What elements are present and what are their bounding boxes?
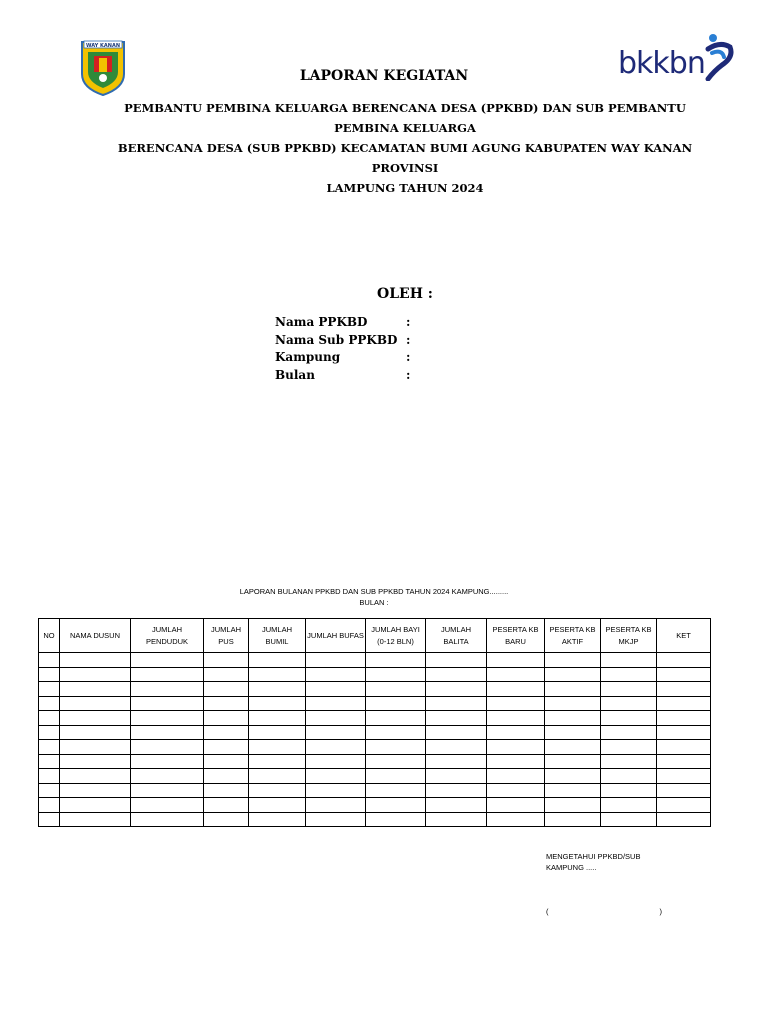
column-header-text: PESERTA KB — [549, 624, 596, 634]
table-cell[interactable] — [366, 667, 426, 682]
table-cell[interactable] — [657, 682, 711, 697]
table-cell[interactable] — [487, 682, 545, 697]
table-cell[interactable] — [39, 696, 60, 711]
column-header-text: BUMIL — [265, 636, 289, 646]
table-cell[interactable] — [487, 740, 545, 755]
column-header — [366, 619, 426, 653]
table-cell[interactable] — [545, 725, 601, 740]
table-cell[interactable] — [306, 769, 366, 784]
table-cell[interactable] — [249, 667, 306, 682]
table-cell[interactable] — [366, 696, 426, 711]
table-cell[interactable] — [487, 798, 545, 813]
table-cell[interactable] — [306, 725, 366, 740]
table-cell[interactable] — [131, 798, 204, 813]
field-label: Nama Sub PPKBD — [275, 332, 398, 347]
table-cell[interactable] — [487, 653, 545, 668]
table-cell[interactable] — [60, 769, 131, 784]
table-cell[interactable] — [60, 667, 131, 682]
table-cell[interactable] — [366, 740, 426, 755]
table-cell[interactable] — [204, 754, 249, 769]
field-kampung — [275, 350, 416, 368]
field-nama-ppkbd — [275, 315, 416, 333]
column-header — [249, 619, 306, 653]
table-cell[interactable] — [601, 812, 657, 827]
field-colon: : — [406, 350, 411, 364]
table-cell[interactable] — [545, 682, 601, 697]
column-header — [657, 619, 711, 653]
column-header — [601, 619, 657, 653]
table-cell[interactable] — [601, 711, 657, 726]
table-cell[interactable] — [60, 783, 131, 798]
table-cell[interactable] — [60, 725, 131, 740]
table-cell[interactable] — [204, 653, 249, 668]
field-label: Nama PPKBD — [275, 315, 368, 329]
table-cell[interactable] — [249, 798, 306, 813]
table-cell[interactable] — [306, 740, 366, 755]
table-cell[interactable] — [131, 725, 204, 740]
table-cell[interactable] — [545, 798, 601, 813]
paren-open: ( — [546, 907, 549, 916]
table-cell[interactable] — [306, 798, 366, 813]
table-cell[interactable] — [487, 696, 545, 711]
signature-block — [546, 851, 686, 873]
column-header-text: JUMLAH BUFAS — [307, 630, 364, 640]
column-header — [426, 619, 487, 653]
table-cell[interactable] — [39, 653, 60, 668]
page-subtitle — [92, 98, 718, 198]
field-colon: : — [406, 332, 411, 347]
table-cell[interactable] — [426, 769, 487, 784]
table-cell[interactable] — [601, 653, 657, 668]
table-cell[interactable] — [601, 696, 657, 711]
table-row — [39, 783, 711, 798]
table-cell[interactable] — [657, 711, 711, 726]
signature-name-placeholder — [546, 907, 662, 916]
table-cell[interactable] — [426, 783, 487, 798]
table-cell[interactable] — [601, 725, 657, 740]
table-row — [39, 812, 711, 827]
table-cell[interactable] — [60, 754, 131, 769]
table-cell[interactable] — [366, 769, 426, 784]
column-header-text: PENDUDUK — [145, 636, 189, 646]
table-cell[interactable] — [657, 667, 711, 682]
column-header-text: BALITA — [443, 636, 469, 646]
report-heading-line: LAPORAN BULANAN PPKBD DAN SUB PPKBD TAHUN 2024 KAMPUNG......... — [239, 587, 509, 596]
column-header — [60, 619, 131, 653]
table-cell[interactable] — [426, 682, 487, 697]
column-header — [131, 619, 204, 653]
table-cell[interactable] — [545, 812, 601, 827]
signature-line: KAMPUNG ..... — [546, 863, 597, 872]
oleh-heading: OLEH : — [377, 286, 433, 302]
table-cell[interactable] — [39, 769, 60, 784]
monthly-report-table — [38, 618, 711, 827]
table-cell[interactable] — [39, 798, 60, 813]
column-header — [39, 619, 60, 653]
table-cell[interactable] — [60, 711, 131, 726]
table-cell[interactable] — [131, 754, 204, 769]
column-header-text: MKJP — [618, 636, 639, 646]
table-cell[interactable] — [131, 682, 204, 697]
table-cell[interactable] — [426, 667, 487, 682]
table-cell[interactable] — [601, 783, 657, 798]
table-cell[interactable] — [39, 667, 60, 682]
column-header-text: NO — [43, 630, 55, 640]
table-cell[interactable] — [306, 711, 366, 726]
table-cell[interactable] — [545, 754, 601, 769]
table-cell[interactable] — [545, 667, 601, 682]
column-header-text: PUS — [218, 636, 234, 646]
table-cell[interactable] — [487, 812, 545, 827]
table-header-row — [39, 619, 711, 653]
table-row — [39, 667, 711, 682]
table-row — [39, 696, 711, 711]
table-cell[interactable] — [39, 725, 60, 740]
table-cell[interactable] — [426, 798, 487, 813]
table-cell[interactable] — [249, 711, 306, 726]
identity-fields — [275, 315, 416, 385]
column-header-text: JUMLAH — [261, 624, 292, 634]
table-cell[interactable] — [366, 812, 426, 827]
paren-close: ) — [659, 907, 662, 916]
table-cell[interactable] — [306, 667, 366, 682]
table-row — [39, 682, 711, 697]
column-header-text: KET — [676, 630, 691, 640]
table-cell[interactable] — [39, 754, 60, 769]
column-header-text: JUMLAH — [440, 624, 471, 634]
table-cell[interactable] — [131, 711, 204, 726]
table-cell[interactable] — [657, 798, 711, 813]
table-cell[interactable] — [657, 696, 711, 711]
table-cell[interactable] — [657, 725, 711, 740]
column-header-text: JUMLAH BAYI — [371, 624, 420, 634]
table-cell[interactable] — [601, 682, 657, 697]
column-header-text: BARU — [505, 636, 526, 646]
table-cell[interactable] — [487, 711, 545, 726]
table-cell[interactable] — [60, 798, 131, 813]
table-cell[interactable] — [306, 812, 366, 827]
table-cell[interactable] — [545, 711, 601, 726]
table-cell[interactable] — [366, 711, 426, 726]
column-header-text: (0-12 BLN) — [377, 636, 414, 646]
table-cell[interactable] — [426, 711, 487, 726]
field-label: Kampung — [275, 350, 341, 364]
table-cell[interactable] — [39, 812, 60, 827]
table-cell[interactable] — [657, 769, 711, 784]
table-cell[interactable] — [545, 696, 601, 711]
table-cell[interactable] — [204, 769, 249, 784]
table-cell[interactable] — [366, 725, 426, 740]
table-cell[interactable] — [366, 754, 426, 769]
table-cell[interactable] — [306, 682, 366, 697]
table-row — [39, 798, 711, 813]
table-cell[interactable] — [426, 740, 487, 755]
signature-line: MENGETAHUI PPKBD/SUB — [546, 852, 641, 861]
bkkbn-logo-text: bkkbn — [618, 46, 705, 81]
table-cell[interactable] — [60, 812, 131, 827]
column-header — [306, 619, 366, 653]
table-cell[interactable] — [657, 740, 711, 755]
table-cell[interactable] — [249, 653, 306, 668]
field-bulan — [275, 368, 416, 386]
table-cell[interactable] — [249, 754, 306, 769]
table-cell[interactable] — [366, 682, 426, 697]
table-cell[interactable] — [366, 783, 426, 798]
table-cell[interactable] — [306, 696, 366, 711]
table-cell[interactable] — [39, 740, 60, 755]
field-colon: : — [406, 315, 411, 329]
table-cell[interactable] — [249, 812, 306, 827]
column-header — [204, 619, 249, 653]
table-cell[interactable] — [131, 812, 204, 827]
table-cell[interactable] — [366, 653, 426, 668]
table-cell[interactable] — [601, 740, 657, 755]
field-label: Bulan — [275, 367, 315, 382]
table-cell[interactable] — [249, 740, 306, 755]
table-cell[interactable] — [249, 783, 306, 798]
subtitle-line: PEMBANTU PEMBINA KELUARGA BERENCANA DESA (PPKBD) DAN SUB PEMBANTU PEMBINA KELUARGA — [124, 101, 686, 135]
emblem-text: WAY KANAN — [85, 43, 121, 49]
table-cell[interactable] — [487, 769, 545, 784]
table-cell[interactable] — [60, 696, 131, 711]
table-cell[interactable] — [204, 812, 249, 827]
column-header-text: NAMA DUSUN — [69, 630, 120, 640]
table-cell[interactable] — [545, 740, 601, 755]
column-header-text: PESERTA KB — [492, 624, 539, 634]
table-cell[interactable] — [657, 653, 711, 668]
table-cell[interactable] — [60, 653, 131, 668]
column-header-text: JUMLAH — [210, 624, 241, 634]
table-cell[interactable] — [487, 783, 545, 798]
table-cell[interactable] — [545, 783, 601, 798]
table-cell[interactable] — [426, 754, 487, 769]
table-cell[interactable] — [306, 754, 366, 769]
column-header-text: PESERTA KB — [605, 624, 652, 634]
column-header — [487, 619, 545, 653]
table-cell[interactable] — [249, 769, 306, 784]
table-cell[interactable] — [39, 711, 60, 726]
column-header — [545, 619, 601, 653]
table-cell[interactable] — [487, 725, 545, 740]
table-cell[interactable] — [131, 653, 204, 668]
table-cell[interactable] — [204, 711, 249, 726]
table-cell[interactable] — [249, 725, 306, 740]
table-cell[interactable] — [131, 696, 204, 711]
column-header-text: AKTIF — [561, 636, 584, 646]
table-cell[interactable] — [487, 667, 545, 682]
subtitle-line: BERENCANA DESA (SUB PPKBD) KECAMATAN BUMI AGUNG KABUPATEN WAY KANAN PROVINSI — [117, 141, 693, 175]
table-cell[interactable] — [601, 769, 657, 784]
table-cell[interactable] — [204, 798, 249, 813]
table-cell[interactable] — [60, 740, 131, 755]
field-colon: : — [406, 367, 411, 382]
table-cell[interactable] — [426, 696, 487, 711]
subtitle-line: LAMPUNG TAHUN 2024 — [326, 181, 484, 195]
table-row — [39, 653, 711, 668]
table-cell[interactable] — [657, 783, 711, 798]
table-row — [39, 725, 711, 740]
field-nama-sub-ppkbd — [275, 333, 416, 351]
table-cell[interactable] — [545, 769, 601, 784]
table-cell[interactable] — [131, 769, 204, 784]
table-cell[interactable] — [204, 696, 249, 711]
table-cell[interactable] — [487, 754, 545, 769]
table-cell[interactable] — [426, 725, 487, 740]
table-cell[interactable] — [204, 682, 249, 697]
table-cell[interactable] — [601, 798, 657, 813]
table-cell[interactable] — [601, 754, 657, 769]
table-body — [39, 653, 711, 827]
table-cell[interactable] — [39, 682, 60, 697]
table-cell[interactable] — [249, 682, 306, 697]
table-row — [39, 754, 711, 769]
table-cell[interactable] — [249, 696, 306, 711]
table-cell[interactable] — [131, 667, 204, 682]
table-cell[interactable] — [366, 798, 426, 813]
table-cell[interactable] — [426, 812, 487, 827]
table-cell[interactable] — [60, 682, 131, 697]
table-cell[interactable] — [657, 812, 711, 827]
table-cell[interactable] — [306, 653, 366, 668]
table-cell[interactable] — [306, 783, 366, 798]
table-cell[interactable] — [204, 740, 249, 755]
table-cell[interactable] — [204, 725, 249, 740]
table-cell[interactable] — [204, 783, 249, 798]
table-cell[interactable] — [426, 653, 487, 668]
column-header-text: JUMLAH — [151, 624, 182, 634]
table-row — [39, 711, 711, 726]
report-heading-line: BULAN : — [359, 598, 389, 607]
report-heading — [0, 586, 748, 608]
page-title: LAPORAN KEGIATAN — [299, 68, 469, 84]
table-cell[interactable] — [657, 754, 711, 769]
table-cell[interactable] — [601, 667, 657, 682]
table-cell[interactable] — [204, 667, 249, 682]
table-cell[interactable] — [39, 783, 60, 798]
table-cell[interactable] — [131, 783, 204, 798]
way-kanan-emblem-logo — [80, 38, 126, 96]
table-row — [39, 740, 711, 755]
table-cell[interactable] — [545, 653, 601, 668]
table-row — [39, 769, 711, 784]
table-cell[interactable] — [131, 740, 204, 755]
